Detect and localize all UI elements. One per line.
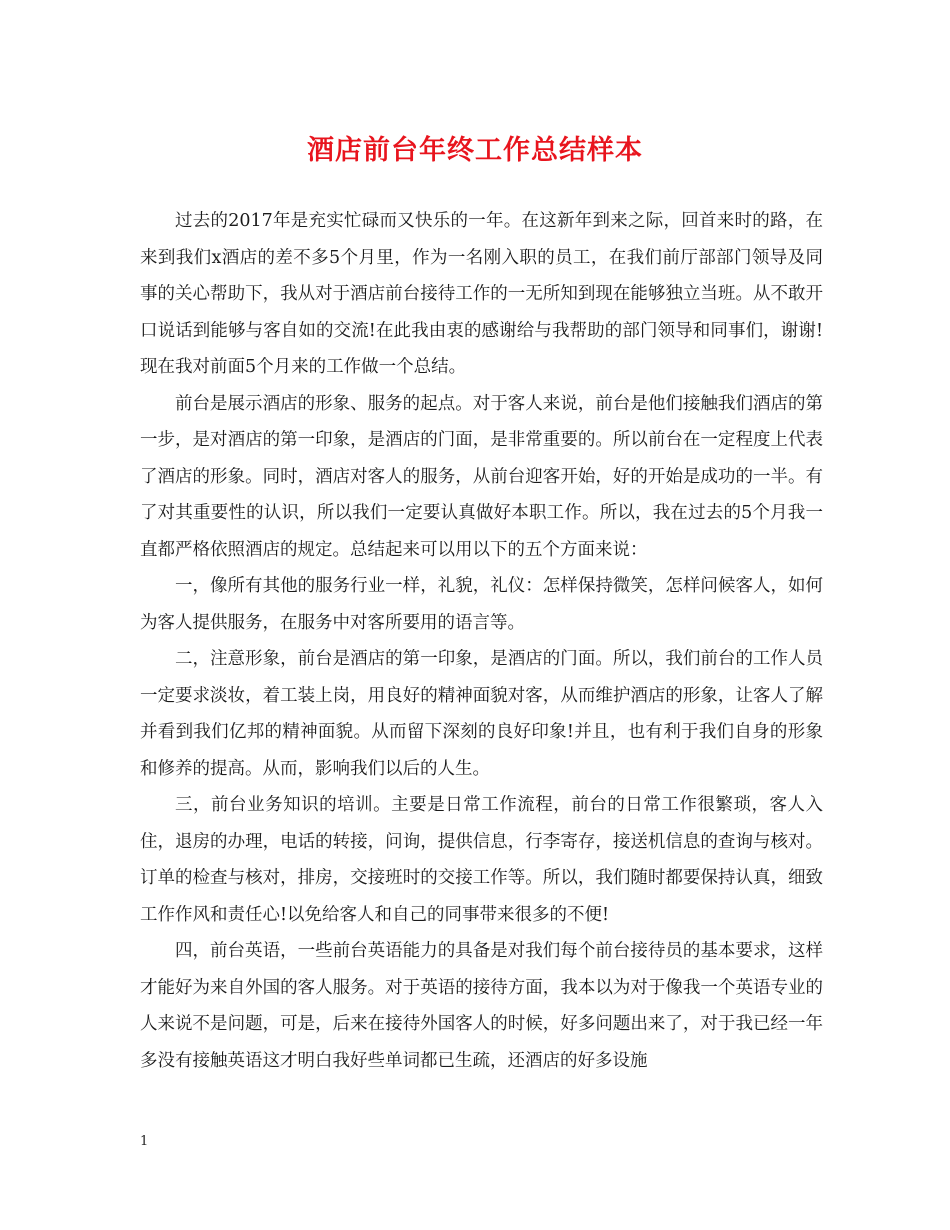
paragraph-point-four: 四，前台英语，一些前台英语能力的具备是对我们每个前台接待员的基本要求，这样才能好为来自外国的客人服务。对于英语的接待方面，我本以为对于像我一个英语专业的人来说不是问题，可是，后来在接待外国客人的时候，好多问题出来了，对于我已经一年多没有接触英语这才明白我好些单词都已生疏，还酒店的好多设施 — [140, 941, 823, 1071]
paragraph-point-one: 一，像所有其他的服务行业一样，礼貌，礼仪：怎样保持微笑，怎样问候客人，如何为客人提供服务，在服务中对客所要用的语言等。 — [140, 576, 823, 633]
paragraph-intro: 过去的2017年是充实忙碌而又快乐的一年。在这新年到来之际，回首来时的路，在来到我们x酒店的差不多5个月里，作为一名刚入职的员工，在我们前厅部部门领导及同事的关心帮助下，我从对于酒店前台接待工作的一无所知到现在能够独立当班。从不敢开口说话到能够与客自如的交流!在此我由衷的感谢给与我帮助的部门领导和同事们，谢谢!现在我对前面5个月来的工作做一个总结。 — [140, 211, 823, 377]
document-body — [140, 203, 823, 1079]
paragraph-point-two: 二，注意形象，前台是酒店的第一印象，是酒店的门面。所以，我们前台的工作人员一定要求淡妆，着工装上岗，用良好的精神面貌对客，从而维护酒店的形象，让客人了解并看到我们亿邦的精神面貌。从而留下深刻的良好印象!并且，也有利于我们自身的形象和修养的提高。从而，影响我们以后的人生。 — [140, 649, 823, 779]
page-number: 1 — [140, 1134, 149, 1149]
paragraph-front-desk-role: 前台是展示酒店的形象、服务的起点。对于客人来说，前台是他们接触我们酒店的第一步，是对酒店的第一印象，是酒店的门面，是非常重要的。所以前台在一定程度上代表了酒店的形象。同时，酒店对客人的服务，从前台迎客开始，好的开始是成功的一半。有了对其重要性的认识，所以我们一定要认真做好本职工作。所以，我在过去的5个月我一直都严格依照酒店的规定。总结起来可以用以下的五个方面来说： — [140, 393, 823, 560]
document-title: 酒店前台年终工作总结样本 — [307, 135, 643, 166]
paragraph-point-three: 三，前台业务知识的培训。主要是日常工作流程，前台的日常工作很繁琐，客人入住，退房的办理，电话的转接，问询，提供信息，行李寄存，接送机信息的查询与核对。订单的检查与核对，排房，交接班时的交接工作等。所以，我们随时都要保持认真，细致工作作风和责任心!以免给客人和自己的同事带来很多的不便! — [140, 795, 823, 925]
